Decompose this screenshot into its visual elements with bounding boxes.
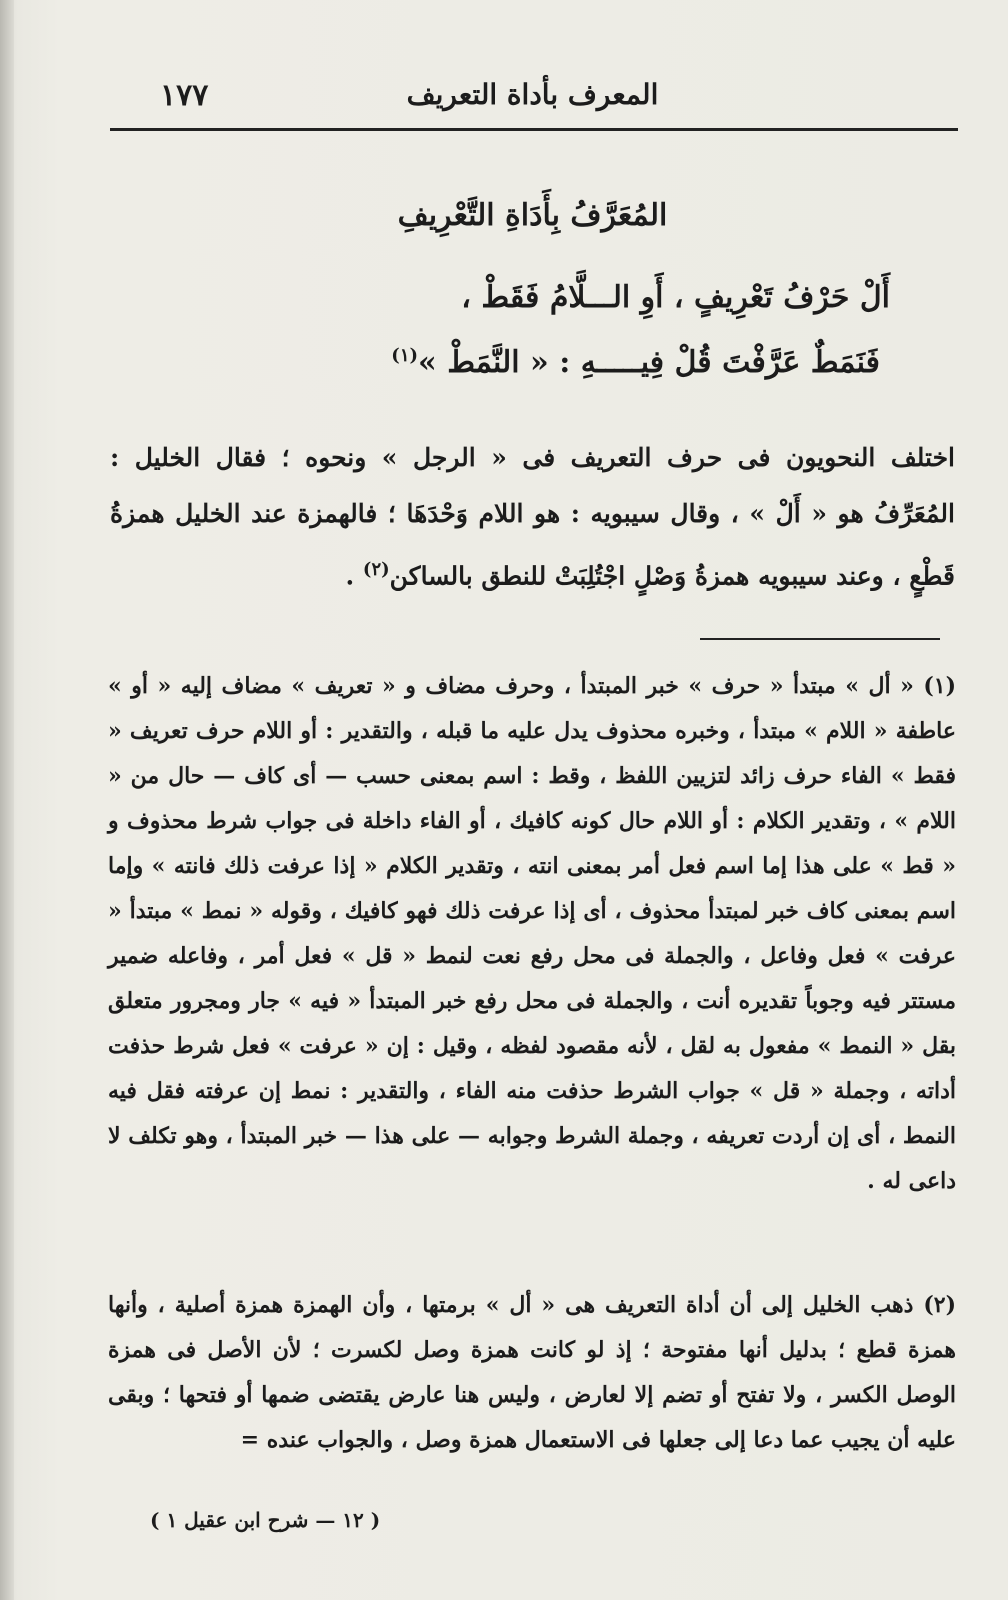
- footnote-separator: [700, 638, 940, 640]
- footnote-1: (١) « أل » مبتدأ « حرف » خبر المبتدأ ، وحرف مضاف و « تعريف » مضاف إليه « أو » عاطفة « اللام » مبتدأ ، وخبره محذوف يدل عليه ما قبله ، والتقدير : أو اللام حرف تعريف « فقط » الفاء حرف زائد لتزيين اللفظ ، وقط : اسم بمعنى حسب — أى كاف — حال من « اللام » ، وتقدير الكلام : أو اللام حال كونه كافيك ، أو الفاء داخلة فى جواب شرط محذوف و « قط » على هذا إما اسم فعل أمر بمعنى انته ، وتقدير الكلام « إذا عرفت ذلك فانته » وإما اسم بمعنى كاف خبر لمبتدأ محذوف ، أى إذا عرفت ذلك فهو كافيك ، وقوله « نمط » مبتدأ « عرفت » فعل وفاعل ، والجملة فى محل رفع نعت لنمط « قل » فعل أمر ، وفاعله ضمير مستتر فيه وجوباً تقديره أنت ، والجملة فى محل رفع خبر المبتدأ « فيه » جار ومجرور متعلق بقل « النمط » مفعول به لقل ، لأنه مقصود لفظه ، وقيل : إن « عرفت » فعل شرط حذفت أداته ، وجملة « قل » جواب الشرط حذفت منه الفاء ، والتقدير : نمط إن عرفته فقل فيه النمط ، أى إن أردت تعريفه ، وجملة الشرط وجوابه — على هذا — خبر المبتدأ ، وهو تكلف لا داعى له .: [108, 673, 956, 1194]
- verse-line-1: أَلْ حَرْفُ تَعْرِيفٍ ، أَوِ الـــلَّامُ فَقَطْ ،: [461, 280, 890, 315]
- page-spine-shadow: [0, 0, 14, 1600]
- verse-line-2-text: فَنَمَطٌ عَرَّفْتَ قُلْ فِيـــــهِ : « النَّمَطْ »: [418, 345, 880, 380]
- commentary-end: .: [345, 561, 363, 591]
- section-title: المُعَرَّفُ بِأَدَاةِ التَّعْرِيفِ: [397, 198, 668, 233]
- footnote-marker-1: (١): [391, 345, 419, 366]
- footnote-marker-2: (٢): [362, 559, 390, 580]
- commentary-text: اختلف النحويون فى حرف التعريف فى « الرجل » ونحوه ؛ فقال الخليل : المُعَرِّفُ هو « أَلْ » ، وقال سيبويه : هو اللام وَحْدَهَا ؛ فالهمزة عند الخليل همزةُ قَطْعٍ ، وعند سيبويه همزةُ وَصْلٍ اجْتُلِبَتْ للنطق بالساكن: [110, 443, 955, 591]
- verse-line-2: [200, 345, 880, 380]
- header-rule: [110, 128, 958, 131]
- running-title: المعرف بأداة التعريف: [406, 78, 659, 111]
- page-number: ١٧٧: [160, 78, 209, 113]
- commentary-paragraph: [110, 430, 955, 604]
- footnote-2: (٢) ذهب الخليل إلى أن أداة التعريف هى « أل » برمتها ، وأن الهمزة همزة أصلية ، وأنها همزة قطع ؛ بدليل أنها مفتوحة ؛ إذ لو كانت همزة وصل لكسرت ؛ لأن الأصل فى همزة الوصل الكسر ، ولا تفتح أو تضم إلا لعارض ، وليس هنا عارض يقتضى ضمها أو فتحها ؛ وبقى عليه أن يجيب عما دعا إلى جعلها فى الاستعمال همزة وصل ، والجواب عنده =: [108, 1292, 956, 1453]
- page-header: [110, 70, 955, 126]
- printer-signature: ( ١٢ — شرح ابن عقيل ١ ): [150, 1508, 381, 1532]
